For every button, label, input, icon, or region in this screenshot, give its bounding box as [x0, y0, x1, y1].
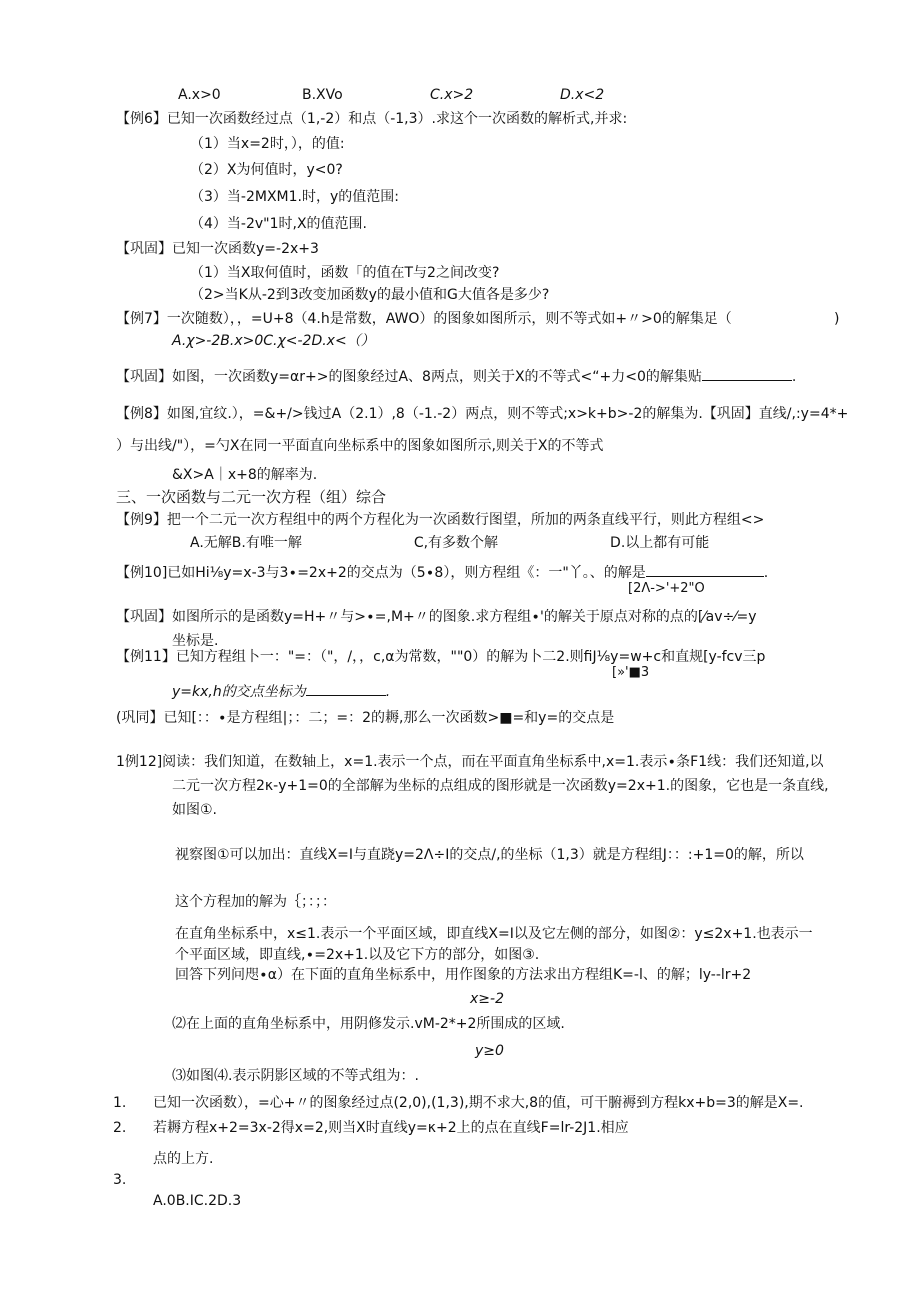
- example-7-options: A.χ>-2B.x>0C.χ<-2D.x<（）: [172, 333, 375, 349]
- example-10-end: .: [763, 565, 769, 581]
- example-7-stem: 【例7】一次随数），，=U+8（4.h是常数，AWO）的图象如图所示，则不等式如+〃>0的解集足（: [116, 311, 732, 327]
- consolidation-3-line2: 坐标是.: [172, 633, 219, 649]
- example-6-q3: （3）当-2MXM1.时，y的值范围:: [190, 189, 399, 205]
- example-9-stem: 【例9】把一个二元一次方程组中的两个方程化为一次函数行图望，所加的两条直线平行，则此方程组<>: [116, 512, 765, 528]
- exercise-text: 已知一次函数），=心+〃的图象经过点(2,0),(1,3),期不求大,8的值，可干腑褥到方程kx+b=3的解是X=.: [153, 1095, 804, 1111]
- example-12-line9: x≥-2: [470, 991, 504, 1007]
- choice-d: D.x<2: [560, 87, 605, 103]
- example-6-q4: （4）当-2v"1时,X的值范围.: [190, 216, 367, 232]
- example-11-body: y=kx,h的交点坐标为: [172, 684, 306, 700]
- consolidation-4-text: (巩同】已知[：：∙是方程组|；：二；=：2的耨,那么一次函数>■=和y=的交点是: [116, 710, 615, 726]
- example-12-line12: ⑶如图⑷.表示阴影区域的不等式组为：.: [172, 1068, 419, 1084]
- example-12-line2: 二元一次方程2κ-y+1=0的全部解为坐标的点组成的图形就是一次函数y=2x+1.的图象，它也是一条直线,: [172, 778, 829, 794]
- example-11-line2: [172, 683, 390, 701]
- example-12-line4: 视察图①可以加出：直线X=I与直跷y=2Λ÷I的交点/,的坐标（1,3）就是方程组J：：:+1=0的解，所以: [175, 847, 804, 863]
- consolidation-3-line1: 【巩固】如图所示的是函数y=H+〃与>∙=,M+〃的图象.求方程组∙'的解关于原点对称的点的[⁄av÷⁄=y: [116, 609, 757, 625]
- consolidation-2-body: 【巩固】如图，一次函数y=αr+>的图象经过A、8两点，则关于X的不等式<“+力<0的解集贴: [116, 369, 702, 385]
- example-12-line1: 1例12]阅读：我们知道，在数轴上，x=1.表示一个点，而在平面直角坐标系中,x=1.表示∙条F1线：我们还知道,以: [116, 754, 824, 770]
- choice-c: C.x>2: [430, 87, 474, 103]
- example-10-subscript: [2Λ->'+2"O: [628, 581, 705, 596]
- example-10-body: 【例10]已如Hi⅛y=x-3与3∙=2x+2的交点为（5∙8），则方程组《：一"丫。、的解是: [116, 565, 646, 581]
- example-6-q1: （1）当x=2时，），的值:: [190, 136, 345, 152]
- example-12-line6: 在直角坐标系中，x≤1.表示一个平面区域，即直线X=I以及它左侧的部分，如图②：y≤2x+1.也表示一: [175, 926, 813, 942]
- answer-blank: [646, 564, 764, 577]
- choice-a: A.x>0: [178, 87, 221, 103]
- example-11-line1: 【例11】已知方程组卜一："=：（"，/，，c,α为常数，""0）的解为卜二2.则fiJ⅛y=w+c和直规[y-fcv三p: [116, 649, 766, 665]
- consolidation-1-q2: （2>当K从-2到3改变加函数y的最小值和G大值各是多少?: [190, 287, 550, 303]
- consolidation-1-q1: （1）当X取何值时，函数「的值在T与2之间改变?: [190, 265, 500, 281]
- example-8-line1: 【例8】如图,宜纹.），=&+/>钱过A（2.1）,8（-1.-2）两点，则不等式;x>k+b>-2的解集为.【巩固】直线/,:y=4*+: [116, 406, 849, 422]
- consolidation-2-text: [116, 368, 796, 386]
- consolidation-1-stem: 【巩固】已知一次函数y=-2x+3: [116, 241, 319, 257]
- exercise-text: A.0B.IC.2D.3: [153, 1193, 242, 1209]
- example-8-line2: ）与出线/"），=勺X在同一平面直向坐标系中的图象如图所示,则关于X的不等式: [116, 438, 604, 454]
- example-6-stem: 【例6】已知一次函数经过点（1,-2）和点（-1,3）.求这个一次函数的解析式,并求:: [116, 111, 628, 127]
- example-12-line3: 如图①.: [172, 802, 218, 818]
- section-3-title: 三、一次函数与二元一次方程（组）综合: [116, 488, 387, 506]
- choice-b: B.XVo: [302, 87, 343, 103]
- answer-blank: [702, 368, 792, 381]
- exercise-number: 2.: [113, 1120, 127, 1136]
- answer-blank: [306, 683, 386, 696]
- exercise-text: 点的上方.: [153, 1151, 214, 1167]
- example-12-line11: y≥0: [475, 1043, 504, 1059]
- example-8-line3: &X>A｜x+8的解率为.: [172, 467, 318, 483]
- example-7-paren: ): [834, 311, 840, 327]
- example-12-line10: ⑵在上面的直角坐标系中，用阴修发示.vM-2*+2所围成的区域.: [172, 1016, 565, 1032]
- exercise-number: 3.: [113, 1172, 127, 1188]
- example-11-end: .: [385, 684, 391, 700]
- example-12-line7: 个平面区域，即直线,∙=2x+1.以及它下方的部分，如图③.: [175, 947, 540, 963]
- exercise-number: 1.: [113, 1095, 127, 1111]
- consolidation-2-end: .: [791, 369, 797, 385]
- example-11-subscript: [»'■3: [612, 665, 650, 680]
- exercise-text: 若耨方程x+2=3x-2得x=2,则当X时直线y=κ+2上的点在直线F=lr-2J1.相应: [153, 1120, 629, 1136]
- example-12-line5: 这个方程加的解为｛；：；：: [175, 894, 336, 910]
- example-6-q2: （2）X为何值时，y<0?: [190, 162, 343, 178]
- example-12-line8: 回答下列问咫∙α）在下面的直角坐标系中，用作图象的方法求出方程组K=-l、的解；ly--lr+2: [175, 967, 752, 983]
- example-9-options: A.无解B.有唯一解 C,有多数个解 D.以上都有可能: [190, 535, 710, 551]
